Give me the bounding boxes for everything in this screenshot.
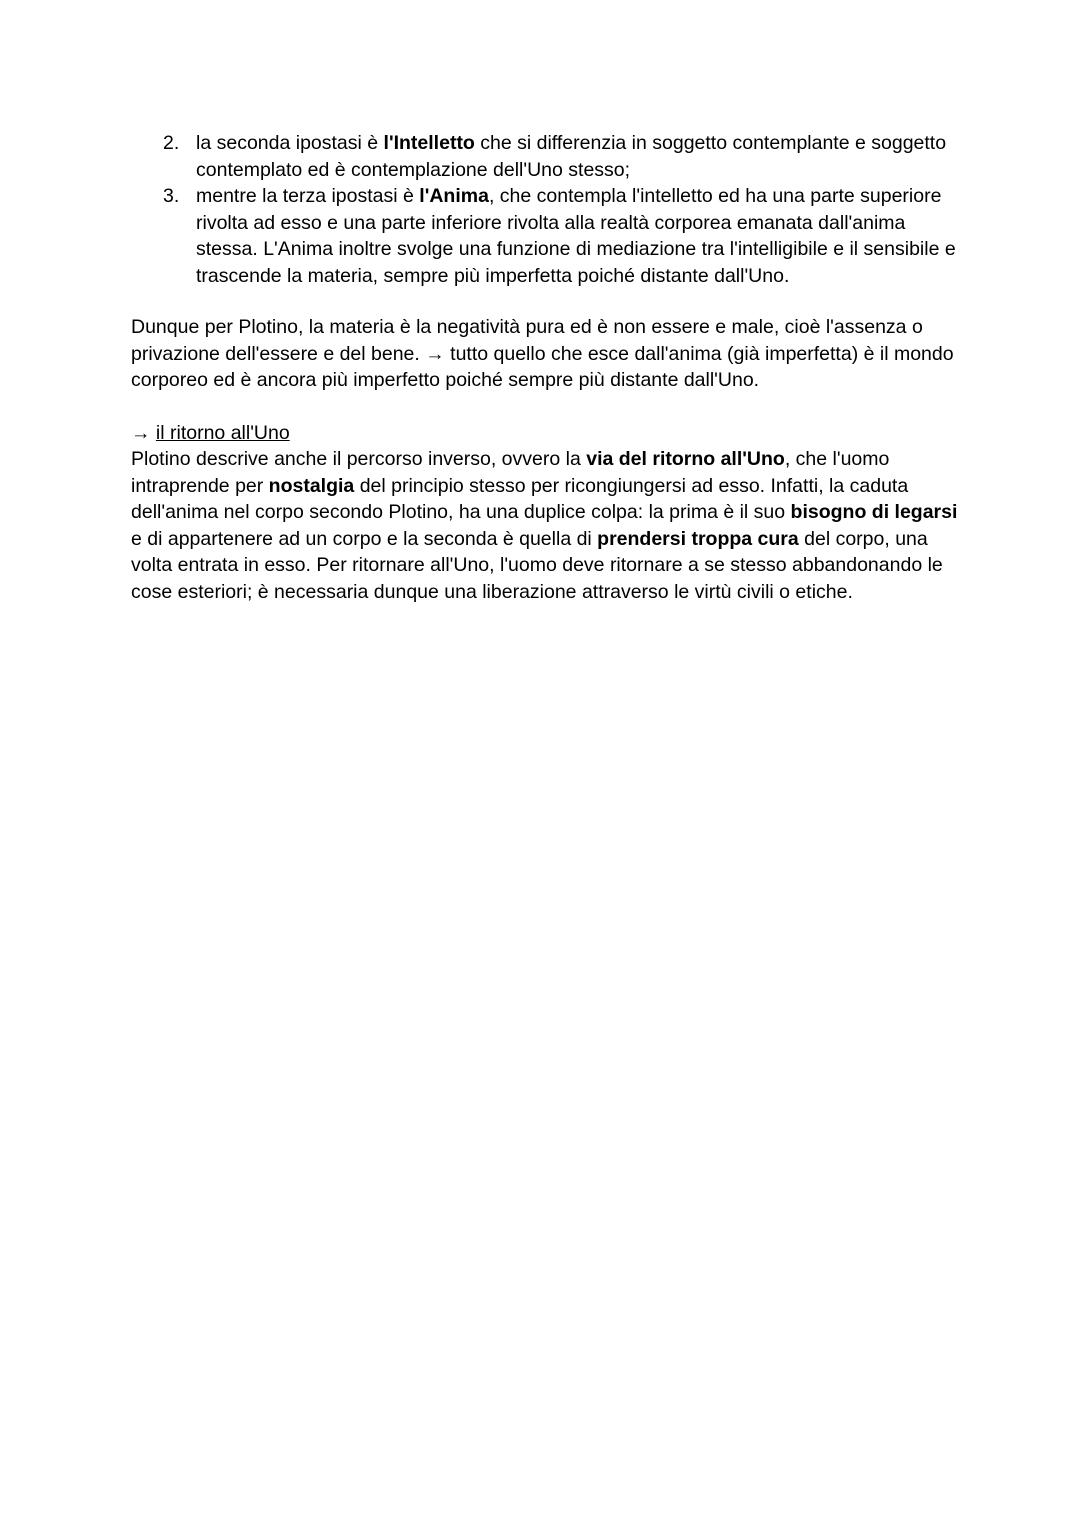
arrow-icon: →	[131, 422, 156, 444]
list-item	[0, 130, 956, 183]
list-item-text: mentre la terza ipostasi è l'Anima, che contempla l'intelletto ed ha una parte superiore rivolta ad esso e una parte inferiore rivolta alla realtà corporea emanata dall'anima stessa. L'Anima inoltre svolge una funzione di mediazione tra l'intelligibile e il sensibile e trascende la materia, sempre più imperfetta poiché distante dall'Uno.	[196, 185, 956, 287]
list-item-number: 2.	[163, 132, 180, 154]
list-item-text: la seconda ipostasi è l'Intelletto che si differenzia in soggetto contemplante e soggetto contemplato ed è contemplazione dell'Uno stesso;	[196, 132, 947, 181]
section-heading	[131, 420, 961, 447]
bold-term: bisogno di legarsi	[790, 501, 958, 523]
bold-term: prendersi troppa cura	[597, 527, 799, 550]
list-item-number: 3.	[163, 185, 180, 207]
section-heading-title: il ritorno all'Uno	[155, 422, 290, 444]
hypostasis-list	[0, 130, 1080, 289]
list-item	[0, 183, 956, 289]
bold-term: via del ritorno all'Uno	[586, 448, 785, 470]
bold-term-anima: l'Anima	[419, 185, 489, 207]
paragraph-materia: Dunque per Plotino, la materia è la negatività pura ed è non essere e male, cioè l'assenza o privazione dell'essere e del bene. → tutto quello che esce dall'anima (già imperfetta) è il mondo corporeo ed è ancora più imperfetto poiché sempre più distante dall'Uno.	[131, 316, 954, 391]
paragraph-ritorno: Plotino descrive anche il percorso inverso, ovvero la via del ritorno all'Uno, che l'uomo intraprende per nostalgia del principio stesso per ricongiungersi ad esso. Infatti, la caduta dell'anima nel corpo secondo Plotino, ha una duplice colpa: la prima è il suo bisogno di legarsi e di appartenere ad un corpo e la seconda è quella di prendersi troppa cura del corpo, una volta entrata in esso. Per ritornare all'Uno, l'uomo deve ritornare a se stesso abbandonando le cose esteriori; è necessaria dunque una liberazione attraverso le virtù civili o etiche.	[131, 448, 958, 603]
bold-term-intelletto: l'Intelletto	[383, 132, 475, 154]
bold-term: nostalgia	[268, 474, 355, 497]
